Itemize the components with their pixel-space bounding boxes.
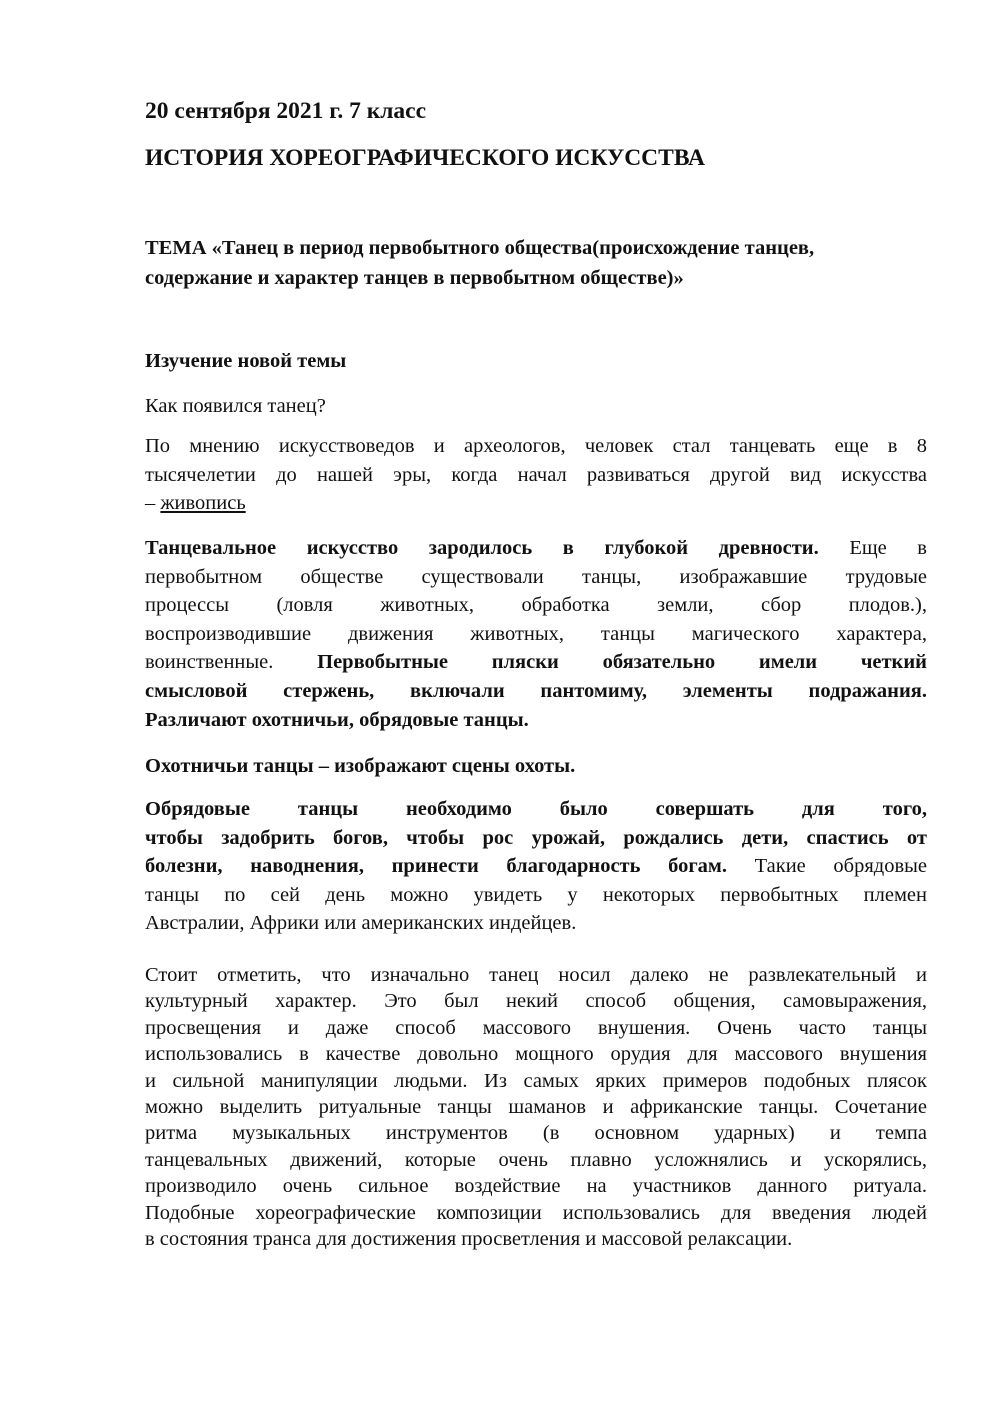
paragraph-line	[145, 534, 927, 563]
topic-line: содержание и характер танцев в первобытном обществе)»	[145, 267, 684, 289]
paragraph-primitive-dance	[145, 534, 927, 734]
paragraph-line	[145, 648, 927, 677]
paragraph-line	[145, 852, 927, 881]
topic-heading	[145, 233, 935, 293]
paragraph-line: тысячелетии до нашей эры, когда начал развиваться другой вид искусства	[145, 463, 927, 486]
paragraph-line: и сильной манипуляции людьми. Из самых ярких примеров подобных плясок	[145, 1069, 927, 1092]
paragraph-line: в состояния транса для достижения просветления и массовой релаксации.	[145, 1227, 793, 1250]
paragraph-line: Стоит отметить, что изначально танец носил далеко не развлекательный и	[145, 964, 927, 986]
topic-line: ТЕМА «Танец в период первобытного общества(происхождение танцев,	[145, 237, 815, 259]
paragraph-line: По мнению искусствоведов и археологов, человек стал танцевать еще в 8	[145, 435, 927, 457]
plain-phrase: воинственные.	[145, 651, 318, 674]
paragraph-line: смысловой стержень, включали пантомиму, элементы подражания.	[145, 679, 927, 702]
paragraph-line: Различают охотничьи, обрядовые танцы.	[145, 708, 529, 731]
question-text: Как появился танец?	[145, 395, 326, 417]
subject-title: ИСТОРИЯ ХОРЕОГРАФИЧЕСКОГО ИСКУССТВА	[145, 145, 705, 171]
paragraph-line: культурный характер. Это был некий способ общения, самовыражения,	[145, 990, 927, 1013]
paragraph-line: Австралии, Африки или американских индейцев.	[145, 912, 577, 935]
dash: –	[145, 492, 161, 515]
paragraph-line: процессы (ловля животных, обработка земли, сбор плодов.),	[145, 594, 927, 617]
paragraph-hunting-dances	[145, 752, 927, 781]
paragraph-line: Охотничьи танцы – изображают сцены охоты.	[145, 755, 576, 777]
bold-phrase: Первобытные пляски обязательно имели четкий	[317, 651, 927, 674]
plain-phrase: Такие обрядовые	[726, 855, 928, 878]
paragraph-line: танцевальных движений, которые очень плавно усложнялись и ускорялись,	[145, 1148, 927, 1171]
paragraph-line: первобытном обществе существовали танцы, изображавшие трудовые	[145, 565, 927, 588]
paragraph-line: производило очень сильное воздействие на участников данного ритуала.	[145, 1175, 927, 1198]
paragraph-line: просвещения и даже способ массового внушения. Очень часто танцы	[145, 1016, 927, 1039]
section-heading: Изучение новой темы	[145, 350, 347, 372]
paragraph-line: Подобные хореографические композиции использовались для введения людей	[145, 1201, 927, 1224]
bold-phrase: болезни, наводнения, принести благодарность богам.	[145, 855, 727, 878]
paragraph-line: танцы по сей день можно увидеть у некоторых первобытных племен	[145, 883, 927, 906]
paragraph-line	[145, 489, 927, 518]
painting-link[interactable]: живопись	[160, 492, 246, 515]
paragraph-line: Обрядовые танцы необходимо было совершать для того,	[145, 798, 927, 820]
paragraph-line: можно выделить ритуальные танцы шаманов и африканские танцы. Сочетание	[145, 1095, 927, 1118]
paragraph-ritual-dances	[145, 795, 927, 938]
paragraph-dance-character	[145, 962, 927, 1252]
paragraph-line: чтобы задобрить богов, чтобы рос урожай, рождались дети, спастись от	[145, 826, 927, 849]
paragraph-line: использовались в качестве довольно мощного орудия для массового внушения	[145, 1043, 927, 1066]
paragraph-line: воспроизводившие движения животных, танцы магического характера,	[145, 622, 927, 645]
date-class-heading: 20 сентября 2021 г. 7 класс	[145, 98, 427, 124]
paragraph-origin	[145, 432, 927, 518]
bold-phrase: Танцевальное искусство зародилось в глубокой древности.	[145, 537, 819, 559]
plain-phrase: Еще в	[818, 537, 927, 559]
paragraph-line: ритма музыкальных инструментов (в основном ударных) и темпа	[145, 1122, 927, 1145]
